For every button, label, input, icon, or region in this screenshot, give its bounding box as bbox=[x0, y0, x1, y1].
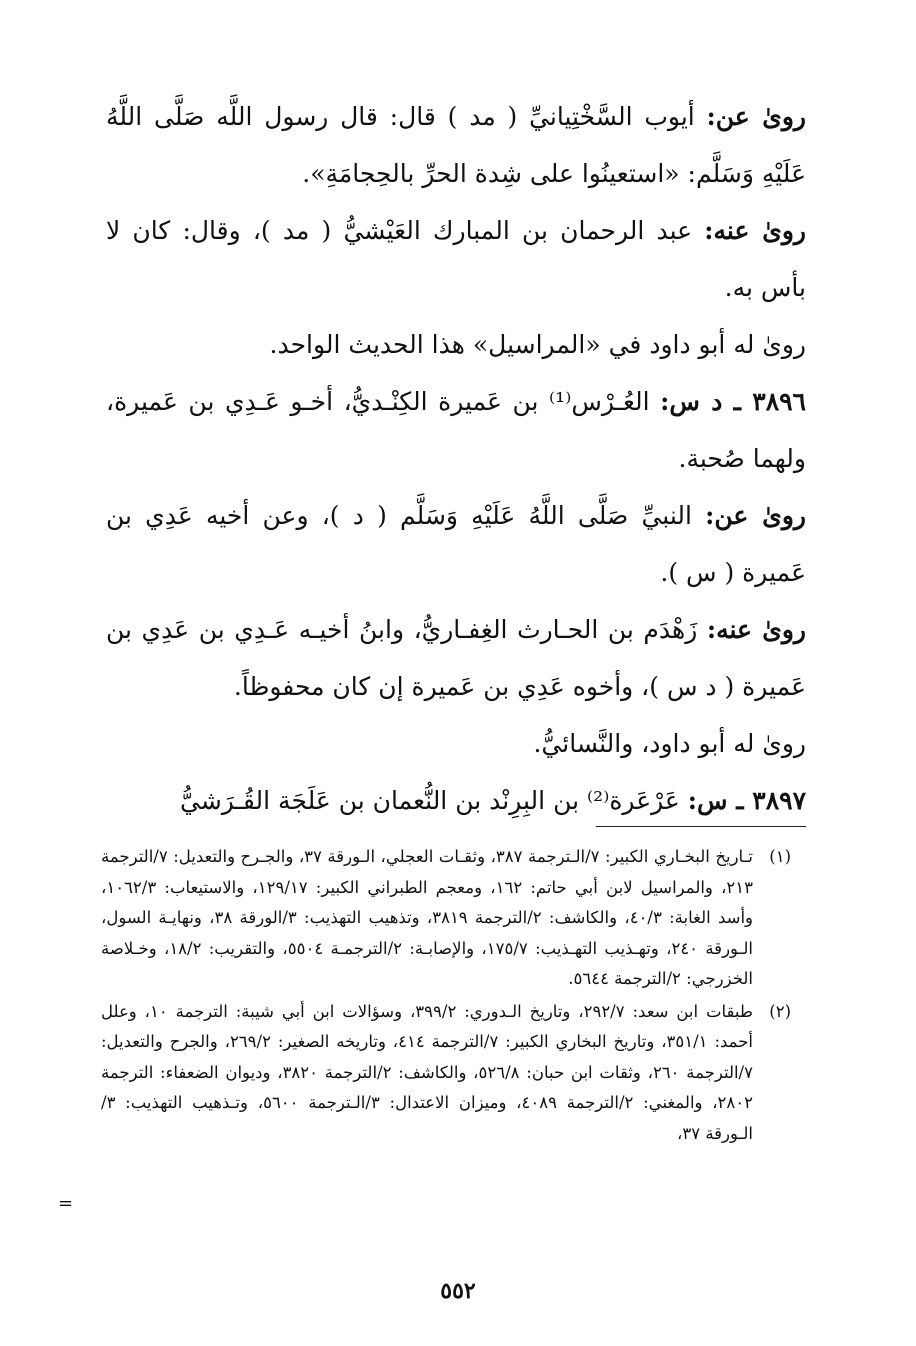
footnote-text: طبقات ابن سعد: ٢٩٢/٧، وتاريخ الـدوري: ٣٩٩/٢، وسؤالات ابن أبي شيبة: الترجمة ١٠، وعلل أحمد: ٣٥١/١، وتاريخ البخاري الكبير: ٧/الترجمة ٤١٤، وتاريخه الصغير: ٢٦٩/٢، والجرح والتعديل: ٧/الترجمة ٢٦٠، وثقات ابن حبان: ٥٢٦/٨، والكاشف: ٢/الترجمة ٣٨٢٠، وديوان الضعفاء: الترجمة ٢٨٠٢، والمغني: ٢/الترجمة ٤٠٨٩، وميزان الاعتدال: ٣/الـترجمة ٥٦٠٠، وتـذهيب التهذيب: ٣/الـورقة ٣٧، bbox=[101, 1001, 754, 1143]
paragraph-text: رویٰ له أبو داود في «المراسيل» هذا الحديث الواحد. bbox=[269, 330, 806, 359]
paragraph-text: عَرْعَرة⁽²⁾ بن البِرِنْد بن النُّعمان بن عَلَجَة القُـرَشيُّ bbox=[179, 786, 688, 815]
footnote-number: (٢) bbox=[769, 1001, 791, 1021]
entry-number: ٣٨٩٦ ـ د س: bbox=[660, 387, 806, 416]
footnotes bbox=[101, 842, 791, 1151]
footnote-number: (١) bbox=[769, 847, 791, 866]
paragraph-lead: رویٰ عن: bbox=[705, 501, 806, 530]
footnote-text: تـاريخ البخـاري الكبير: ٧/الـترجمة ٣٨٧، وثقـات العجلي، الـورقة ٣٧، والجـرح والتعديل: ٧/الترجمة ٢١٣، والمراسيل لابن أبي حاتم: ١٦٢، ومعجم الطبراني الكبير: ١٢٩/١٧، والاستيعاب: ١٠٦٢/٣، وأسد الغابة: ٤٠/٣، والكاشف: ٢/الترجمة ٣٨١٩، وتذهيب التهذيب: ٣/الورقة ٣٨، ونهايـة السول، الـورقة ٢٤٠، وتهـذيب التهـذيب: ١٧٥/٧، والإصابـة: ٢/الترجمـة ٥٥٠٤، والتقريب: ١٨/٢، وخـلاصة الخزرجي: ٢/الترجمة ٥٦٤٤. bbox=[101, 847, 754, 988]
paragraph-5 bbox=[106, 487, 806, 601]
footnote-1 bbox=[101, 842, 791, 995]
footnote-divider bbox=[596, 826, 806, 827]
paragraph-2 bbox=[106, 202, 806, 316]
paragraph-text: عبد الرحمان بن المبارك العَيْشيُّ ( مد )، وقال: كان لا بأس به. bbox=[106, 216, 806, 302]
paragraph-3 bbox=[106, 316, 806, 373]
page-number: ٥٥٢ bbox=[440, 1278, 476, 1304]
entry-number: ٣٨٩٧ ـ س: bbox=[687, 786, 806, 815]
paragraph-lead: رویٰ عن: bbox=[706, 102, 806, 131]
main-text bbox=[106, 88, 806, 829]
paragraph-text: رویٰ له أبو داود، والنَّسائيُّ. bbox=[533, 729, 806, 758]
continuation-mark: = bbox=[58, 1193, 74, 1214]
entry-3896 bbox=[106, 373, 806, 487]
paragraph-lead: رویٰ عنه: bbox=[704, 216, 806, 245]
entry-3897 bbox=[106, 772, 806, 829]
paragraph-6 bbox=[106, 601, 806, 715]
paragraph-text: أيوب السَّخْتِيانيِّ ( مد ) قال: قال رسول اللَّه صَلَّى اللَّهُ عَلَيْهِ وَسَلَّم: «استعينُوا على شِدة الحرِّ بالحِجامَةِ». bbox=[106, 102, 806, 188]
paragraph-text: زَهْدَم بن الحـارث الغِفـاريُّ، وابنُ أخيـه عَـدِي بن عَدِي بن عَميرة ( د س )، وأخوه عَدِي بن عَميرة إن كان محفوظاً. bbox=[106, 615, 806, 701]
paragraph-text: العُـرْس⁽¹⁾ بن عَميرة الكِنْـديُّ، أخـو عَـدِي بن عَميرة، ولهما صُحبة. bbox=[106, 387, 806, 473]
paragraph-lead: رویٰ عنه: bbox=[706, 615, 806, 644]
paragraph-1 bbox=[106, 88, 806, 202]
footnote-2 bbox=[101, 997, 791, 1150]
paragraph-text: النبيِّ صَلَّى اللَّهُ عَلَيْهِ وَسَلَّم ( د )، وعن أخيه عَدِي بن عَميرة ( س ). bbox=[106, 501, 806, 587]
paragraph-7 bbox=[106, 715, 806, 772]
